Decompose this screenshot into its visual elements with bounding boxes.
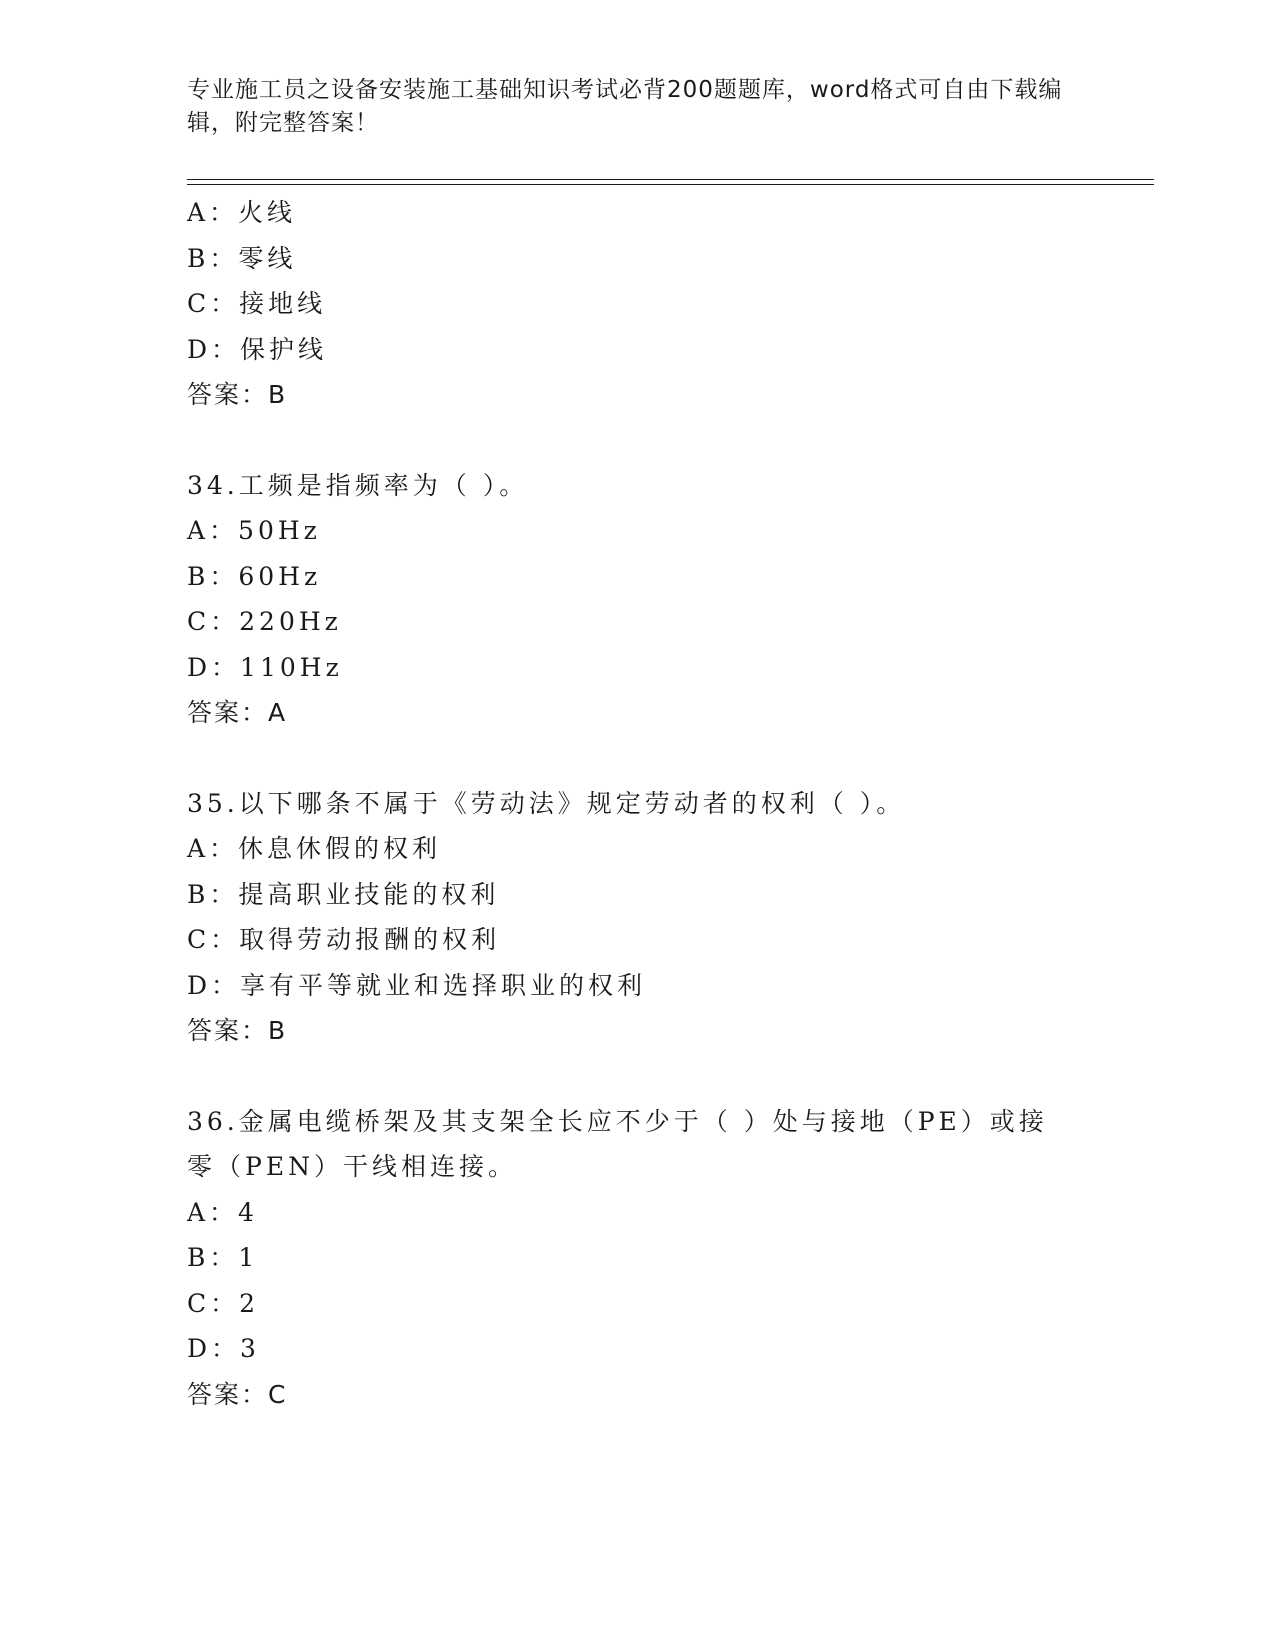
header-rule-bottom: [187, 184, 1154, 185]
header-rule-top: [187, 179, 1154, 180]
spacer: [187, 418, 1087, 463]
option-a: A：50Hz: [187, 516, 321, 545]
option-a: A：火线: [187, 198, 297, 227]
option-a: A：休息休假的权利: [187, 834, 442, 863]
question-stem: 36.金属电缆桥架及其支架全长应不少于（ ）处与接地（PE）或接零（PEN）干线相连接。: [187, 1106, 1048, 1181]
question-block-35: [187, 781, 1087, 1054]
answer-line: 答案：A: [187, 698, 288, 727]
option-b: B：60Hz: [187, 561, 322, 591]
option-d: D：110Hz: [187, 652, 343, 682]
option-b: B：零线: [187, 243, 297, 273]
answer-line: 答案：B: [187, 380, 288, 409]
spacer: [187, 1054, 1087, 1099]
question-list: [187, 190, 1087, 1417]
question-block-34: [187, 463, 1087, 736]
document-header-title: 专业施工员之设备安装施工基础知识考试必背200题题库，word格式可自由下载编辑，附完整答案！: [187, 77, 1063, 136]
option-c: C：2: [187, 1288, 260, 1318]
question-block-36: [187, 1099, 1087, 1418]
option-d: D：保护线: [187, 334, 328, 364]
option-a: A：4: [187, 1197, 258, 1227]
option-c: C：取得劳动报酬的权利: [187, 925, 501, 954]
answer-line: 答案：B: [187, 1016, 288, 1045]
question-stem: 35.以下哪条不属于《劳动法》规定劳动者的权利（ ）。: [187, 788, 906, 818]
answer-line: 答案：C: [187, 1379, 288, 1409]
option-d: D：享有平等就业和选择职业的权利: [187, 970, 647, 1000]
option-c: C：接地线: [187, 289, 327, 318]
question-block-33: [187, 190, 1087, 418]
option-d: D：3: [187, 1334, 260, 1363]
question-stem: 34.工频是指频率为（ ）。: [187, 470, 529, 500]
option-c: C：220Hz: [187, 607, 342, 636]
option-b: B：1: [187, 1243, 259, 1272]
spacer: [187, 736, 1087, 781]
option-b: B：提高职业技能的权利: [187, 879, 500, 909]
